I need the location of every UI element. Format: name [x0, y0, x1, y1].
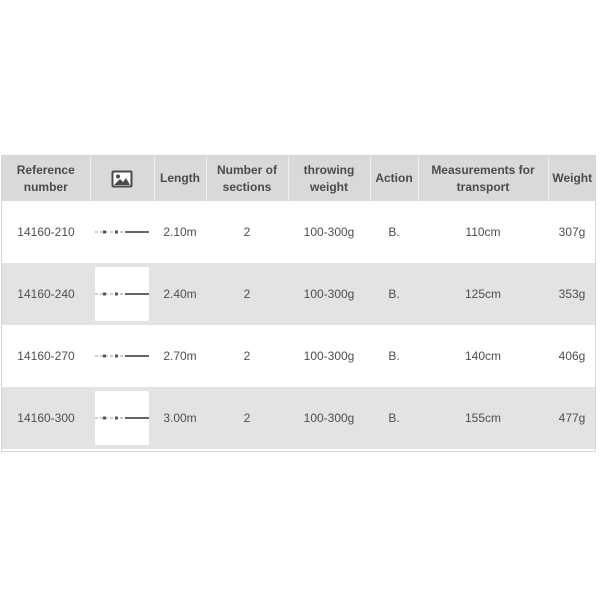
product-spec-table: [2, 156, 596, 449]
header-reference-number: [2, 156, 90, 201]
cell-image: [90, 263, 154, 325]
fishing-rod-icon: [95, 413, 149, 423]
cell-weight: 353g: [548, 263, 596, 325]
cell-weight: 406g: [548, 325, 596, 387]
header-sections-line2: sections: [222, 179, 272, 194]
fishing-rod-icon: [95, 227, 149, 237]
cell-throwing-weight: 100-300g: [288, 387, 370, 449]
fishing-rod-icon: [95, 289, 149, 299]
table-row: [2, 201, 596, 263]
table-row: [2, 263, 596, 325]
cell-transport: 125cm: [418, 263, 548, 325]
cell-transport: 155cm: [418, 387, 548, 449]
cell-reference: 14160-270: [2, 325, 90, 387]
cell-length: 3.00m: [154, 387, 206, 449]
header-transport-line2: transport: [456, 179, 510, 194]
cell-transport: 140cm: [418, 325, 548, 387]
header-image: [90, 156, 154, 201]
header-throwing-weight: [288, 156, 370, 201]
cell-reference: 14160-240: [2, 263, 90, 325]
cell-sections: 2: [206, 387, 288, 449]
cell-throwing-weight: 100-300g: [288, 263, 370, 325]
cell-reference: 14160-210: [2, 201, 90, 263]
cell-reference: 14160-300: [2, 387, 90, 449]
rod-thumbnail[interactable]: [95, 267, 149, 321]
cell-action: B.: [370, 201, 418, 263]
header-action: Action: [370, 156, 418, 201]
rod-thumbnail[interactable]: [95, 205, 149, 259]
cell-image: [90, 387, 154, 449]
image-icon: [111, 170, 133, 188]
header-throwing-line1: throwing: [303, 162, 355, 177]
cell-weight: 477g: [548, 387, 596, 449]
table-header-row: [2, 156, 596, 201]
cell-sections: 2: [206, 263, 288, 325]
cell-throwing-weight: 100-300g: [288, 325, 370, 387]
cell-image: [90, 325, 154, 387]
header-measurements-for-transport: [418, 156, 548, 201]
header-transport-line1: Measurements for: [431, 162, 535, 177]
cell-image: [90, 201, 154, 263]
table-row: [2, 387, 596, 449]
cell-transport: 110cm: [418, 201, 548, 263]
header-throwing-line2: weight: [310, 179, 348, 194]
cell-throwing-weight: 100-300g: [288, 201, 370, 263]
cell-sections: 2: [206, 201, 288, 263]
rod-thumbnail[interactable]: [95, 329, 149, 383]
table-row: [2, 325, 596, 387]
header-reference-line1: Reference: [16, 162, 75, 177]
cell-length: 2.10m: [154, 201, 206, 263]
header-sections-line1: Number of: [217, 162, 277, 177]
cell-weight: 307g: [548, 201, 596, 263]
header-weight: Weight: [548, 156, 596, 201]
header-number-of-sections: [206, 156, 288, 201]
cell-length: 2.70m: [154, 325, 206, 387]
cell-length: 2.40m: [154, 263, 206, 325]
cell-action: B.: [370, 325, 418, 387]
fishing-rod-icon: [95, 351, 149, 361]
cell-sections: 2: [206, 325, 288, 387]
rod-thumbnail[interactable]: [95, 391, 149, 445]
cell-action: B.: [370, 263, 418, 325]
header-length: Length: [154, 156, 206, 201]
header-reference-line2: number: [23, 179, 68, 194]
cell-action: B.: [370, 387, 418, 449]
